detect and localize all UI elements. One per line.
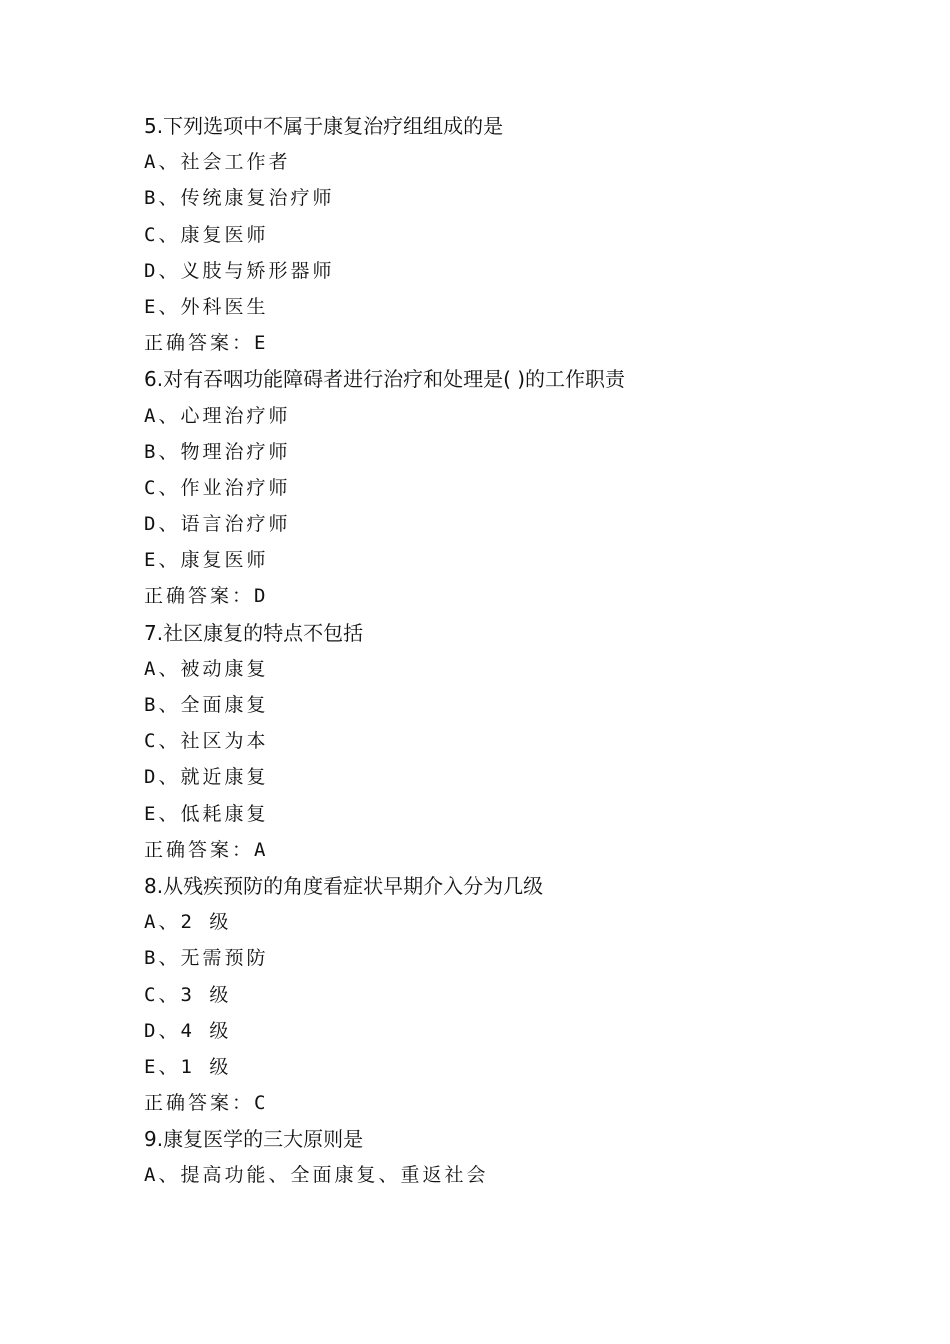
question-5-option-d: D、义肢与矫形器师 [144, 259, 335, 282]
question-5-option-b: B、传统康复治疗师 [144, 187, 335, 210]
question-8-title: 8.从残疾预防的角度看症状早期介入分为几级 [144, 873, 544, 898]
question-9-option-a: A、提高功能、全面康复、重返社会 [144, 1164, 489, 1187]
question-7-option-a: A、被动康复 [144, 657, 269, 680]
question-6-option-e: E、康复医师 [144, 549, 269, 572]
question-5-option-a: A、社会工作者 [144, 151, 291, 174]
question-6-option-b: B、物理治疗师 [144, 440, 291, 463]
question-7-option-b: B、全面康复 [144, 694, 269, 716]
question-6-title: 6.对有吞咽功能障碍者进行治疗和处理是( )的工作职责 [144, 367, 626, 392]
question-5-option-c: C、康复医师 [144, 223, 269, 246]
question-5-title: 5.下列选项中不属于康复治疗组组成的是 [144, 114, 504, 138]
question-5-option-e: E、外科医生 [144, 295, 269, 318]
question-7-title: 7.社区康复的特点不包括 [144, 620, 364, 645]
question-6-option-c: C、作业治疗师 [144, 476, 291, 499]
question-8-answer: 正确答案：C [144, 1092, 269, 1115]
question-7-option-c: C、社区为本 [144, 730, 269, 753]
question-5-answer: 正确答案：E [144, 332, 269, 355]
question-8-option-d: D、4 级 [144, 1019, 232, 1042]
question-7-option-d: D、就近康复 [144, 766, 269, 789]
question-8-option-e: E、1 级 [144, 1055, 232, 1078]
question-6-option-a: A、心理治疗师 [144, 404, 291, 427]
question-8-option-a: A、2 级 [144, 911, 232, 934]
question-6-answer: 正确答案：D [144, 585, 269, 608]
question-9-title: 9.康复医学的三大原则是 [144, 1127, 364, 1152]
question-7-answer: 正确答案：A [144, 838, 269, 861]
question-list [144, 108, 844, 1194]
question-8-option-c: C、3 级 [144, 983, 232, 1006]
question-6-option-d: D、语言治疗师 [144, 513, 291, 536]
question-7-option-e: E、低耗康复 [144, 802, 269, 825]
question-8-option-b: B、无需预防 [144, 947, 269, 970]
